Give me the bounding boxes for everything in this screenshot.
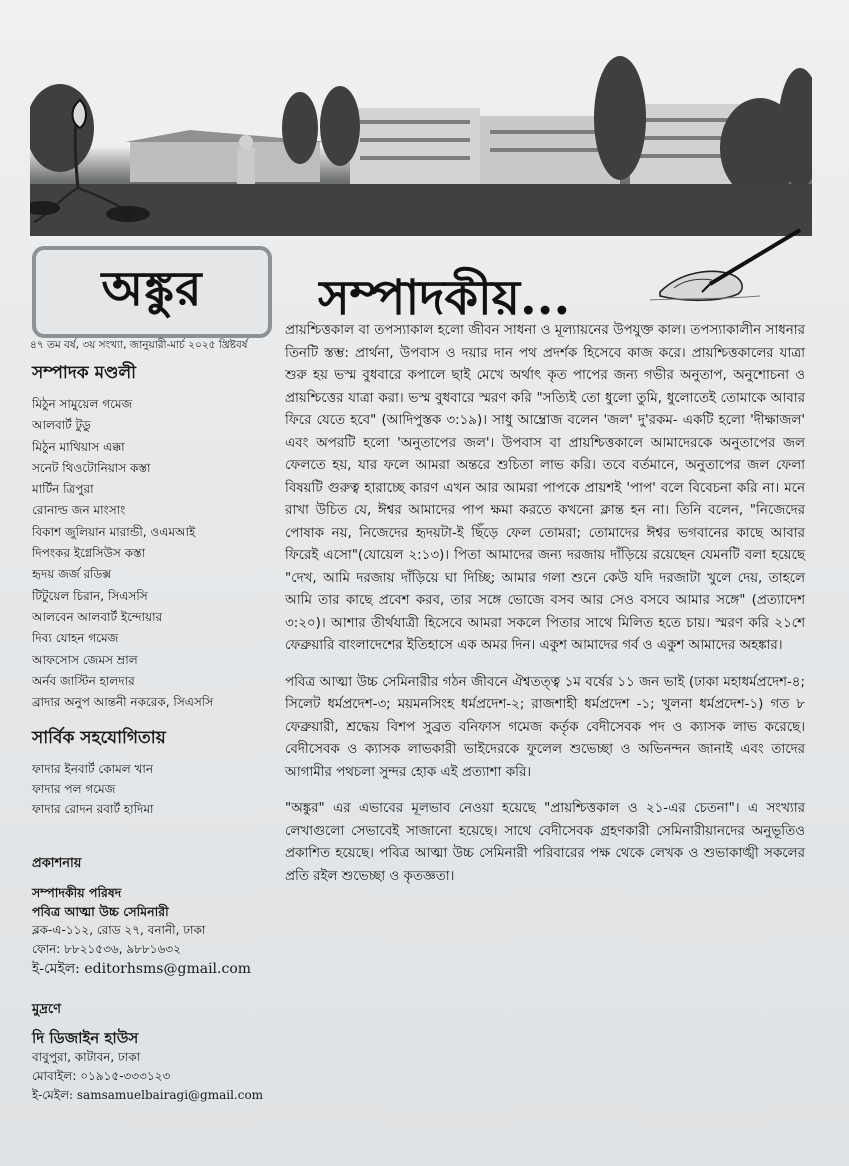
printer-mobile: মোবাইল: ০১৯১৫-৩৩৩১২৩: [32, 1069, 171, 1083]
board-member: দিব্য যোহন গমেজ: [32, 631, 119, 646]
sidebar: [32, 360, 282, 819]
board-member: অর্নব জাস্টিন হালদার: [32, 673, 135, 688]
publisher-info: [32, 854, 282, 979]
editorial-paragraph: পবিত্র আত্মা উচ্চ সেমিনারীর গঠন জীবনে ঐশ্বতত্ত্ব ১ম বর্ষের ১১ জন ভাই (ঢাকা মহাধর্মপ্রদেশ-৪; সিলেট ধর্মপ্রদেশ-৩; ময়মনসিংহ ধর্মপ্রদেশ-২; রাজশাহী ধর্মপ্রদেশ -১; খুলনা ধর্মপ্রদেশ-১) গত ৮ ফেব্রুয়ারী, শ্রদ্ধেয় বিশপ সুব্রত বনিফাস গমেজ কর্তৃক বেদীসেবক পদ ও ক্যাসক লাভ করেছে। বেদীসেবক ও ক্যাসক লাভকারী ভাইদেরকে ফুলেল শুভেচ্ছা ও অভিনন্দন জানাই এবং তাদের আগামীর পথচলা সুন্দর হোক এই প্রত্যাশা করি।: [285, 674, 805, 780]
publisher-phone: ফোন: ৮৮২১৫৩৬, ৯৮৮১৬৩২: [32, 942, 181, 956]
magazine-name: অঙ্কুর: [101, 260, 203, 317]
publisher-institution: পবিত্র আত্মা উচ্চ সেমিনারী: [32, 904, 169, 919]
board-member: মিঠুন সামুয়েল গমেজ: [32, 397, 133, 411]
board-member: আলবার্ট টুডু: [32, 418, 91, 433]
editorial-board-list: [32, 394, 282, 713]
board-member: রোনাল্ড জন মাংসাং: [32, 503, 126, 518]
board-member: সনেট থিওটোনিয়াস কস্তা: [32, 460, 151, 475]
board-member: বিকাশ জুলিয়ান মারান্ডী, ওএমআই: [32, 524, 196, 539]
board-member: আফসোস জেমস ম্রাল: [32, 652, 138, 667]
publisher-council: সম্পাদকীয় পরিষদ: [32, 885, 122, 900]
printer-info: [32, 1000, 282, 1105]
board-member: ব্রাদার অনুপ আন্তনী নকরেক, সিএসসি: [32, 695, 214, 710]
board-member: টিটুয়েল চিরান, সিএসসি: [32, 588, 148, 603]
publisher-label: প্রকাশনায়: [32, 856, 82, 871]
printer-label: মুদ্রণে: [32, 1002, 61, 1017]
cooperation-member: ফাদার রোদন রবার্ট হাদিমা: [32, 802, 154, 817]
editorial-title: সম্পাদকীয়...: [318, 270, 571, 326]
printer-name: দি ডিজাইন হাউস: [32, 1029, 139, 1047]
printer-email-line: [32, 1086, 282, 1105]
publisher-address: ব্লক-এ-১১২, রোড ২৭, বনানী, ঢাকা: [32, 923, 206, 937]
board-member: দিপংকর ইগ্নেসিউস কস্তা: [32, 546, 146, 561]
board-member: হৃদয় জর্জ রডিক্স: [32, 567, 112, 582]
hand-pen-icon: [650, 222, 810, 306]
editorial-board-heading: সম্পাদক মণ্ডলী: [32, 363, 136, 383]
printer-email-label: ই-মেইল:: [32, 1088, 74, 1102]
magazine-logo: [32, 246, 272, 338]
board-member: আলবেন আলবার্ট ইন্দোয়ার: [32, 609, 163, 624]
board-member: মার্টিন ত্রিপুরা: [32, 482, 94, 497]
editorial-body: [285, 320, 805, 888]
cooperation-heading: সার্বিক সহযোগিতায়: [32, 728, 166, 749]
publisher-email[interactable]: editorhsms@gmail.com: [84, 961, 252, 977]
board-member: মিঠুন মাথিয়াস এক্কা: [32, 439, 125, 454]
publisher-email-line: [32, 959, 282, 979]
seminary-campus-photo: [30, 38, 812, 236]
cooperation-member: ফাদার ইনবার্ট কোমল খান: [32, 762, 154, 777]
cooperation-list: [32, 759, 282, 819]
campus-photo-illustration: [30, 38, 812, 236]
cooperation-section: [32, 725, 282, 819]
cooperation-member: ফাদার পল গমেজ: [32, 782, 116, 797]
issue-info: ৪৭ তম বর্ষ, ৩য় সংখ্যা, জানুয়ারী-মার্চ ২০২৫ খ্রিষ্টবর্ষ: [30, 339, 248, 351]
publisher-email-label: ই-মেইল:: [32, 961, 80, 977]
editorial-paragraph: প্রায়শ্চিত্তকাল বা তপস্যাকাল হলো জীবন সাধনা ও মূল্যায়নের উপযুক্ত কাল। তপস্যাকালীন সাধনার তিনটি স্তম্ভ: প্রার্থনা, উপবাস ও দয়ার দান পথ প্রদর্শক হিসেবে কাজ করে। প্রায়শ্চিত্তকালের যাত্রা শুরু হয় ভস্ম বুধবারে কপালে ছাই মেখে অর্থাৎ কৃত পাপের জন্য গভীর অনুতাপ, অনুশোচনা ও প্রায়শ্চিত্তের যাত্রা করা। ভস্ম বুধবারে স্মরণ করি "সত্যিই তো ধুলো তুমি, ধুলোতেই তোমাকে আবার ফিরে যেতে হবে" (আদিপুস্তক ৩:১৯)। সাধু আম্ব্রোজ বলেন 'জল' দু'রকম- একটি হলো 'দীক্ষাজল' এবং অপরটি হলো 'অনুতাপের জল'। উপবাস বা প্রায়শ্চিত্তকালে আমাদেরকে অনুতাপের জল ফেলতে হয়, যার ফলে আমরা অন্তরে শুচিতা লাভ করি। তবে বর্তমানে, অনুতাপের জল ফেলা বিষয়টি গুরুত্ব হারাচ্ছে কারণ এখন আর আমরা পাপকে প্রায়শই 'পাপ' বলে বিবেচনা করি না। মনে রাখা উচিত যে, ঈশ্বর আমাদের পাপ ক্ষমা করতে কখনো ক্লান্ত হন না। তিনি বলেন, "নিজেদের পোষাক নয়, নিজেদের হৃদয়টা-ই ছিঁড়ে ফেল তোমরা; তোমাদের ঈশ্বর ভগবানের কাছে আবার ফিরেই এসো"(যোয়েল ২:১৩)। পিতা আমাদের জন্য দরজায় দাঁড়িয়ে রয়েছেন যেমনটি বলা হয়েছে "দেখ, আমি দরজায় দাঁড়িয়ে ঘা দিচ্ছি; আমার গলা শুনে কেউ যদি দরজাটা খুলে দেয়, তাহলে আমি তার কাছে প্রবেশ করব, তার সঙ্গে ভোজে বসব আর সেও বসবে আমার সঙ্গে" (প্রত্যাদেশ ৩:২০)। আশার তীর্থযাত্রী হিসেবে আমরা সকলে পিতার সাথে মিলিত হতে চায়। স্মরণ করি ২১শে ফেব্রুয়ারি বাংলাদেশের ইতিহাসে এক অমর দিন। একুশ আমাদের গর্ব ও একুশ আমাদের অহঙ্কার।: [285, 323, 805, 653]
editorial-paragraph: "অঙ্কুর" এর এভাবের মূলভাব নেওয়া হয়েছে "প্রায়শ্চিত্তকাল ও ২১-এর চেতনা"। এ সংখ্যার লেখাগুলো সেভাবেই সাজানো হয়েছে। সাথে বেদীসেবক গ্রহণকারী সেমিনারীয়ানদের অনুভূতিও প্রকাশিত হয়েছে। পবিত্র আত্মা উচ্চ সেমিনারী পরিবারের পক্ষ থেকে লেখক ও শুভাকাঙ্খী সকলের প্রতি রইল শুভেচ্ছা ও কৃতজ্ঞতা।: [285, 801, 805, 884]
printer-address: বাবুপুরা, কাটাবন, ঢাকা: [32, 1050, 141, 1064]
printer-email[interactable]: samsamuelbairagi@gmail.com: [76, 1088, 264, 1102]
